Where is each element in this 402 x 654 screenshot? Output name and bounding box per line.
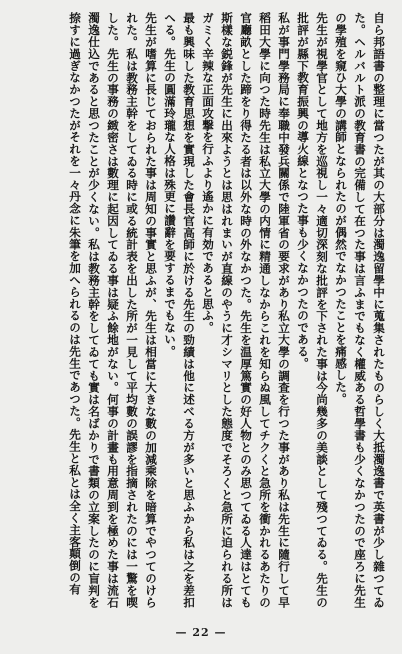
paragraph-3: 私が事門學務局に奉職中發兵關係で陸軍省の要求があり私立大學の調査を行つた事があり私は先生に隨行して早稻田大學に向つた時先生は私立大學の内情に精通しなからこれを知らぬ風してチクくと急所を衝かれるあたりの官廳畝とした蹄をり得たる者は以外な時の外なかつた。先生を温厚篤實の好人物とのみ思つてゐる人達はとても斯樣な鋭鋒が先生に出來ようとは思はれまいが直線のやうに才シマリとした態度でそろくと急所に迫られる所はガミく辛辣な正面攻撃を行ふより遙かに有効であると思ふ。 <box>201 12 291 608</box>
paragraph-4: 最も興味した教育思想を實現した會長官高師に於ける先生の勁績は他に述べる方が多いと思ふから私は之を差扣へる。先生の圓滿玲瓏な人格は殊更に讚辭を要するまでもない。 <box>163 12 196 608</box>
paragraph-5: 先生が嗜算に長じておられた事は周知の事實と思ふが、先生は相當に大きな數の加減乘除を暗算でやつてのけられた。私は教務主幹をしてゐる時に或る統計表を出した所が一見して平均數の誤謬を指摘されたのには一驚を喫した。先生の事務の緻密さは數理に起因してゐる事は疑ふ餘地がない。何事の計畫も用意周到を極めた事は流石濁逸仕込であると思つたことが少くない。私は教務主幹をしてゐても實は名ばかりで書類の立案したのに盲判を捺すに過ぎなかつたがそれを一々丹念に朱筆を加へられるのは先生であつた。先生と私とは全く主客顛倒の有 <box>68 12 158 608</box>
page-number: — 22 — <box>175 626 227 639</box>
paragraph-1: 自ら邦語書の整理に當つたが其の大部分は濁逸留學中に蒐集されたものらしく大抵濁逸書で英書が少し雜つてゐた。ヘルバルト派の教育書の完備して在つた事は言ふまでもなく權威ある哲學書も少くなかつたので座ろに先生の學殖を窺ひ大學の講師となられたのが偶然でなかつたことを痛感した。 <box>334 12 386 608</box>
vertical-text-body <box>65 12 388 608</box>
paragraph-2: 先生が視學官として地方を巡視し一々適切深刻な批評を下された事は今尚幾多の美談として殘つてゐる。先生の批評が縣下教育振興の導火線となつた事も少くなかつたのである。 <box>296 12 329 608</box>
